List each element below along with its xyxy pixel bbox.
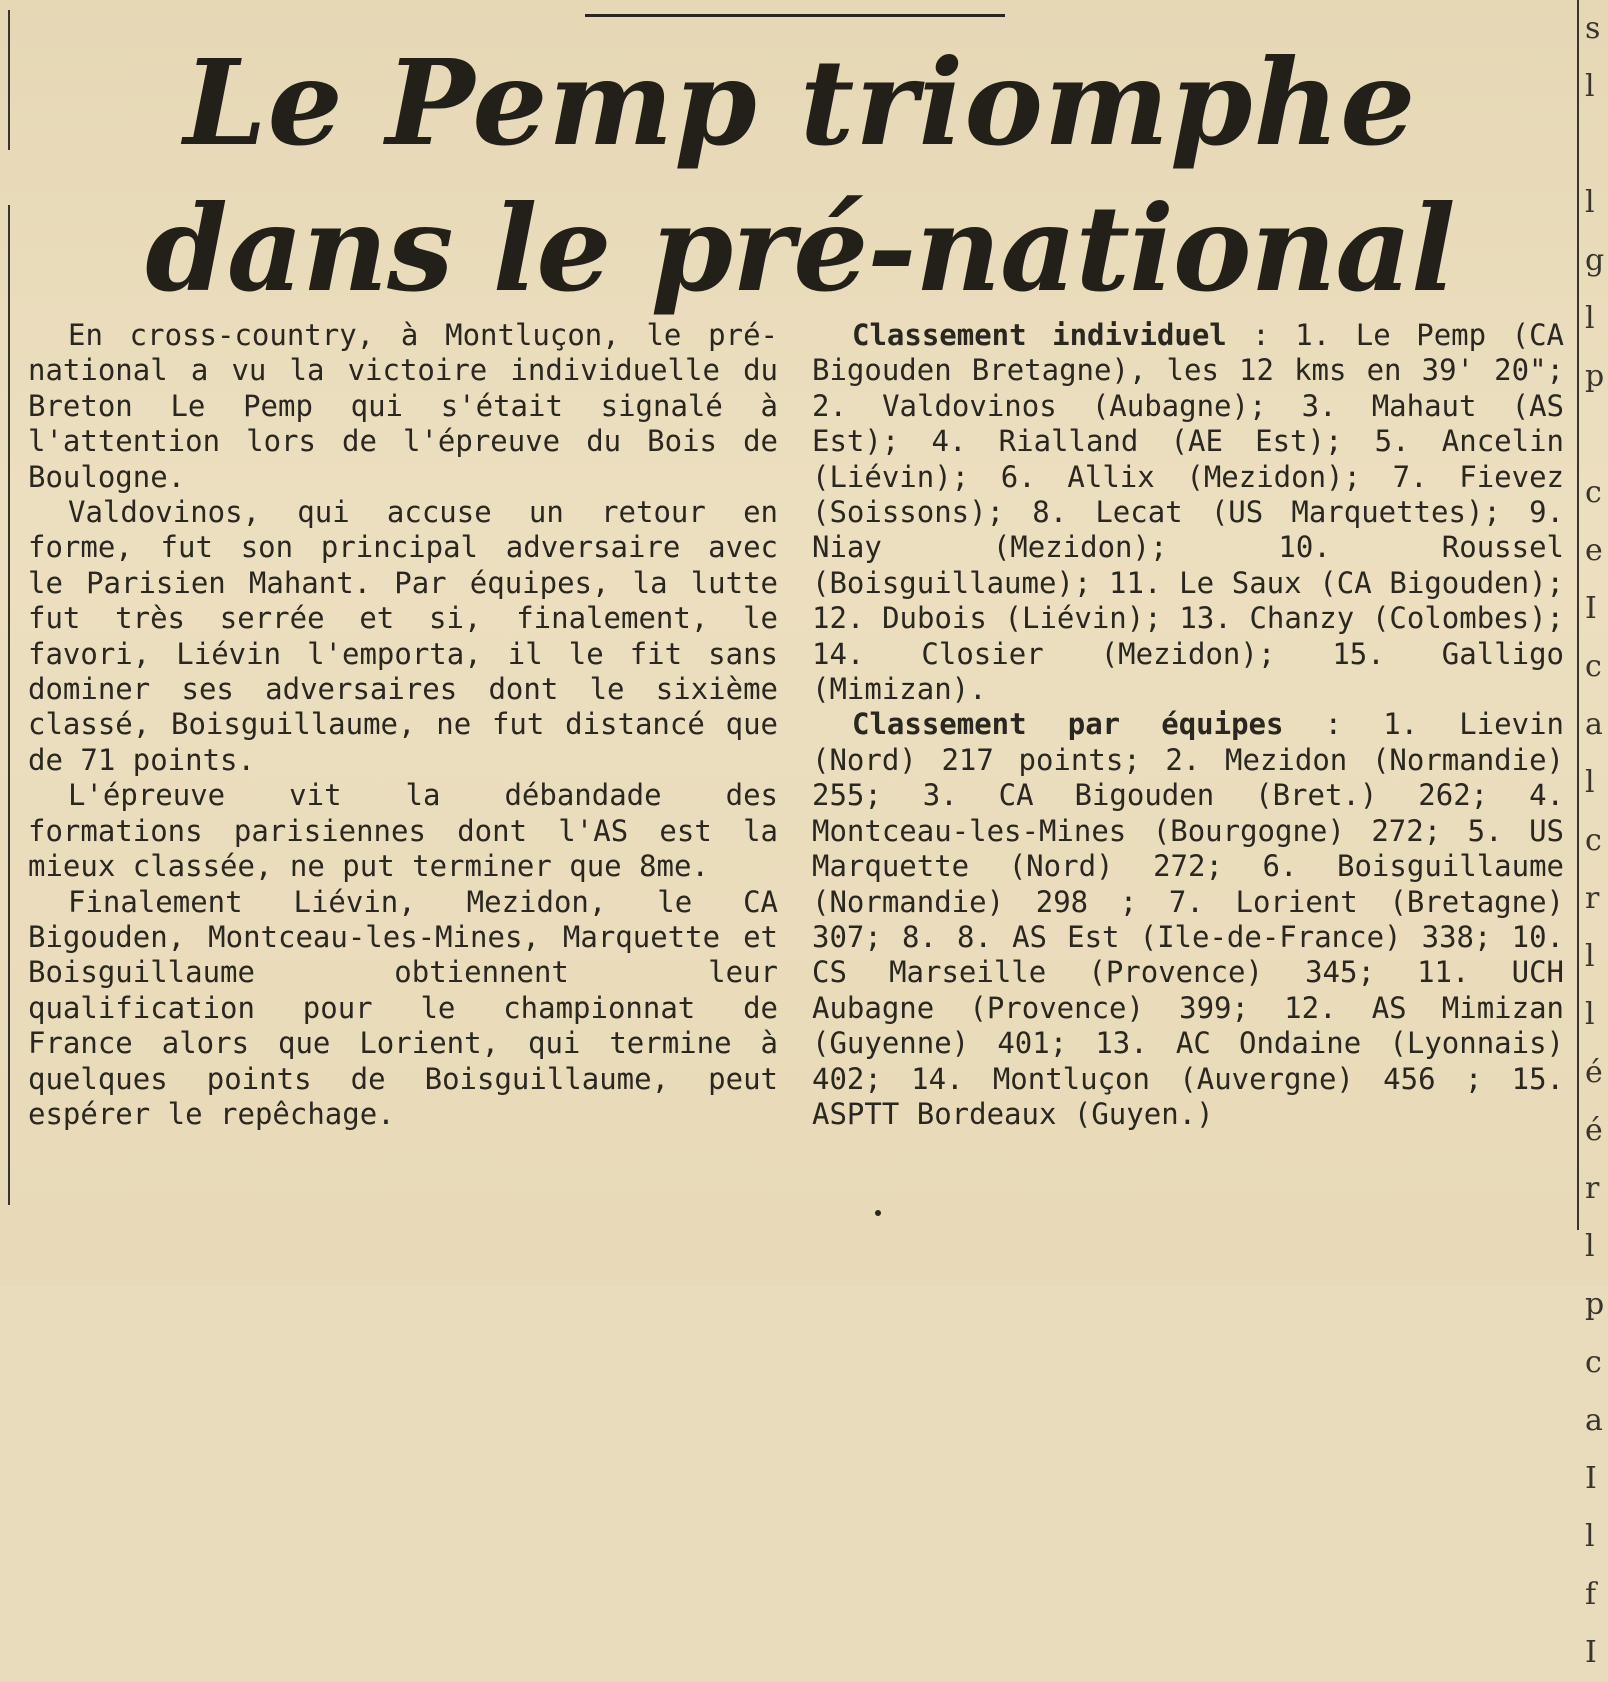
margin-fragment: a: [1585, 707, 1603, 742]
margin-fragment: c: [1585, 1345, 1602, 1380]
margin-fragment: l: [1585, 301, 1595, 336]
margin-fragment: p: [1585, 359, 1605, 394]
article-left-column: [28, 318, 778, 1132]
margin-fragment: é: [1585, 1113, 1603, 1148]
individual-ranking: [812, 318, 1564, 707]
margin-fragment: I: [1585, 1461, 1597, 1496]
team-ranking: [812, 707, 1564, 1132]
right-column-rule: [1577, 0, 1579, 1230]
margin-fragment: s: [1585, 11, 1601, 46]
margin-fragment: e: [1585, 533, 1603, 568]
margin-fragment: g: [1585, 243, 1605, 278]
margin-fragment: [1585, 406, 1608, 464]
article-right-column: [812, 318, 1564, 1132]
margin-fragment: f: [1585, 1577, 1597, 1612]
margin-fragment: l: [1585, 1519, 1595, 1554]
ink-spot: [875, 1210, 881, 1216]
paragraph-epreuve: L'épreuve vit la débandade des formations parisiennes dont l'AS est la mieux classée, ne put terminer que 8me.: [28, 778, 778, 884]
paragraph-valdovinos: Valdovinos, qui accuse un retour en forme, fut son principal adversaire avec le Parisien Mahant. Par équipes, la lutte fut très serrée et si, finalement, le favori, Liévin l'emporta, il le fit sans dominer ses adversaires dont le sixième classé, Boisguillaume, ne fut distancé que de 71 points.: [28, 495, 778, 777]
adjacent-column-fragment: [1585, 0, 1608, 1670]
margin-fragment: r: [1585, 881, 1600, 916]
margin-fragment: é: [1585, 1055, 1603, 1090]
left-column-rule: [8, 10, 10, 150]
individual-ranking-text: : 1. Le Pemp (CA Bigouden Bretagne), les 12 kms en 39' 20"; 2. Valdovinos (Aubagne); 3. Mahaut (AS Est); 4. Rialland (AE Est); 5. Ancelin (Liévin); 6. Allix (Mezidon); 7. Fievez (Soissons); 8. Lecat (US Marquettes); 9. Niay (Mezidon); 10. Roussel (Boisguillaume); 11. Le Saux (CA Bigouden); 12. Dubois (Liévin); 13. Chanzy (Colombes); 14. Closier (Mezidon); 15. Galligo (Mimizan).: [812, 318, 1565, 707]
margin-fragment: c: [1585, 823, 1602, 858]
margin-fragment: l: [1585, 939, 1595, 974]
margin-fragment: c: [1585, 649, 1602, 684]
paragraph-intro: En cross-country, à Montluçon, le pré-national a vu la victoire individuelle du Breton Le Pemp qui s'était signalé à l'attention lors de l'épreuve du Bois de Boulogne.: [28, 318, 778, 494]
margin-fragment: l: [1585, 765, 1595, 800]
top-rule: [585, 14, 1005, 17]
margin-fragment: r: [1585, 1171, 1600, 1206]
paragraph-finalement: Finalement Liévin, Mezidon, le CA Bigouden, Montceau-les-Mines, Marquette et Boisguillaume obtiennent leur qualification pour le championnat de France alors que Lorient, qui termine à quelques points de Boisguillaume, peut espérer le repêchage.: [28, 884, 778, 1131]
margin-fragment: I: [1585, 1635, 1597, 1670]
left-column-rule-lower: [8, 205, 10, 1205]
team-ranking-text: : 1. Lievin (Nord) 217 points; 2. Mezidon (Normandie) 255; 3. CA Bigouden (Bret.) 262; 4. Montceau-les-Mines (Bourgogne) 272; 5. US Marquette (Nord) 272; 6. Boisguillaume (Normandie) 298 ; 7. Lorient (Bretagne) 307; 8. 8. AS Est (Ile-de-France) 338; 10. CS Marseille (Provence) 345; 11. UCH Aubagne (Provence) 399; 12. AS Mimizan (Guyenne) 401; 13. AC Ondaine (Lyonnais) 402; 14. Montluçon (Auvergne) 456 ; 15. ASPTT Bordeaux (Guyen.): [812, 707, 1565, 1131]
individual-ranking-heading: Classement individuel: [852, 318, 1227, 352]
margin-fragment: l: [1585, 185, 1595, 220]
margin-fragment: c: [1585, 475, 1602, 510]
margin-fragment: I: [1585, 591, 1597, 626]
margin-fragment: a: [1585, 1403, 1603, 1438]
margin-fragment: [1585, 116, 1608, 174]
margin-fragment: l: [1585, 69, 1595, 104]
margin-fragment: l: [1585, 1229, 1595, 1264]
margin-fragment: p: [1585, 1287, 1605, 1322]
margin-fragment: l: [1585, 997, 1595, 1032]
headline-line-1: Le Pemp triomphe: [183, 33, 1417, 172]
team-ranking-heading: Classement par équipes: [852, 707, 1284, 742]
article-headline: [30, 30, 1570, 322]
headline-line-2: dans le pré-national: [145, 179, 1455, 318]
